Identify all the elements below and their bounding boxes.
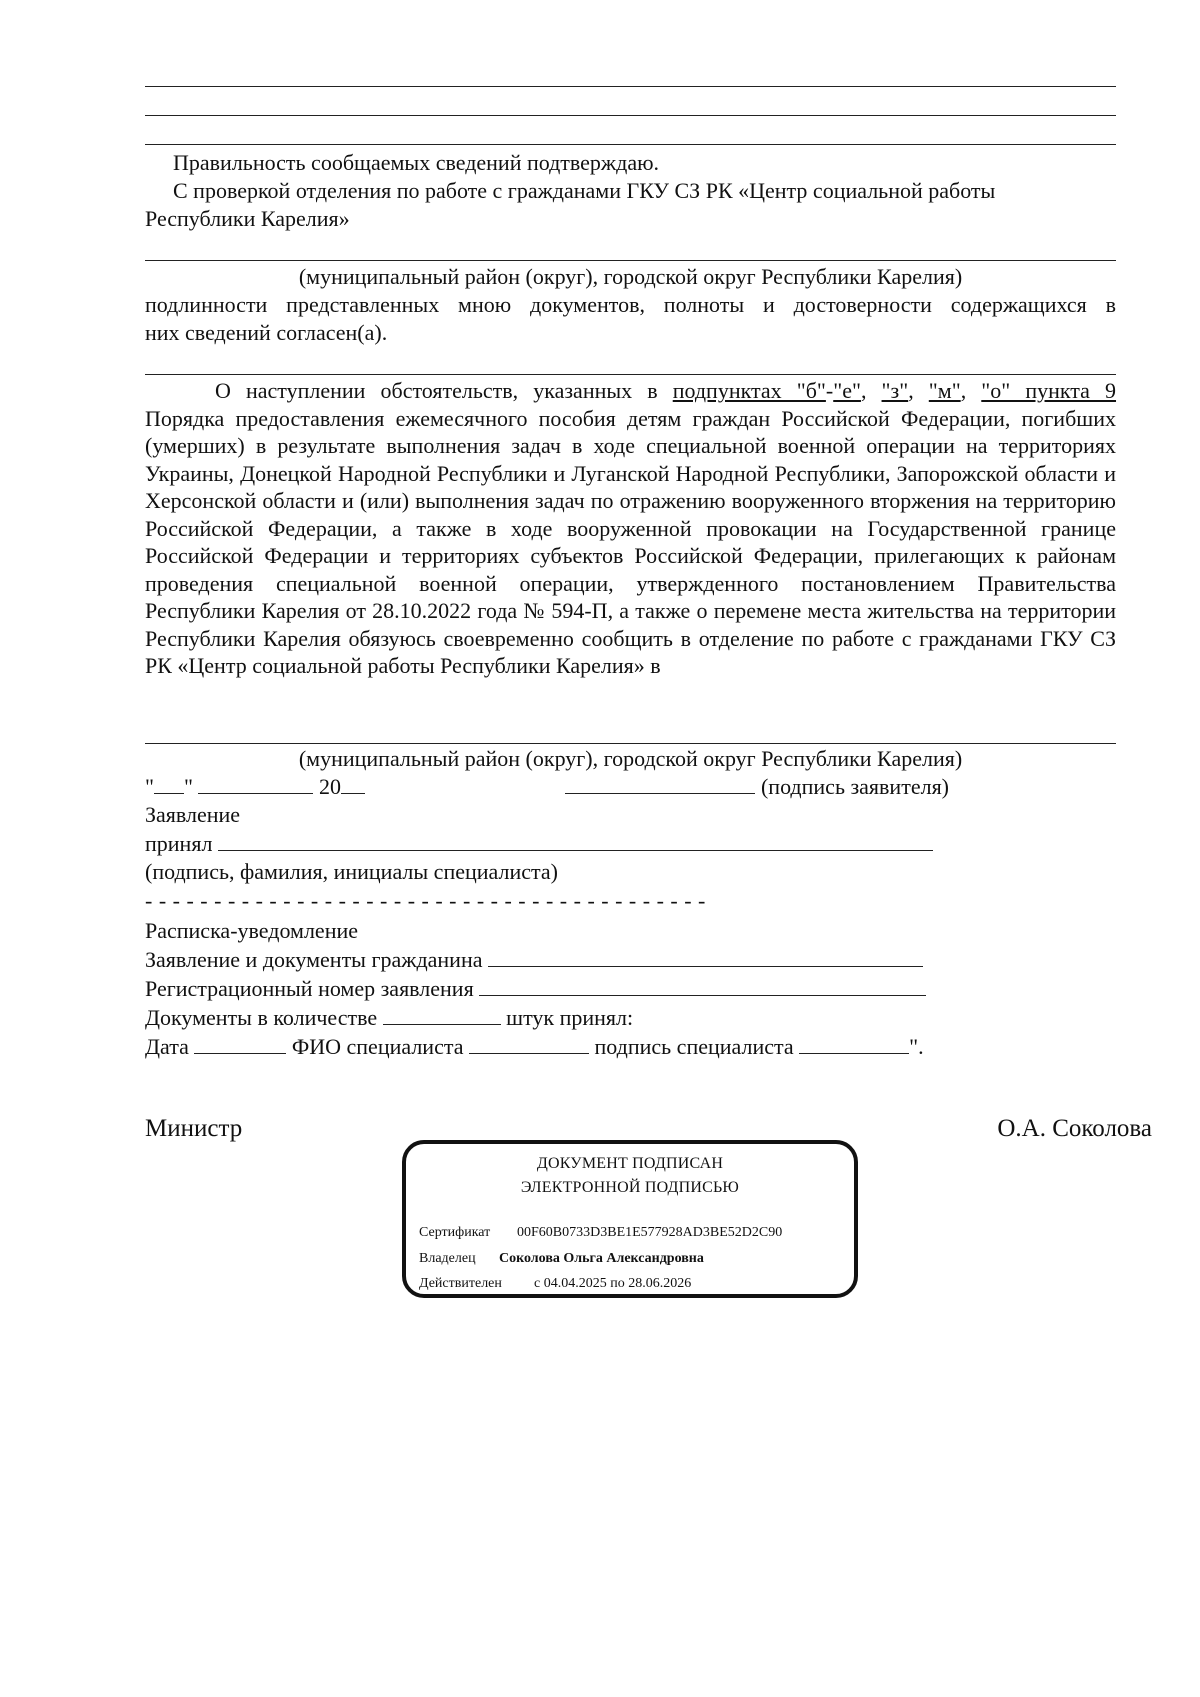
receipt-title: Расписка-уведомление <box>145 918 359 943</box>
receipt-reg-label: Регистрационный номер заявления <box>145 976 474 1001</box>
stamp-valid-value: с 04.04.2025 по 28.06.2026 <box>534 1276 692 1291</box>
district-caption-2: (муниципальный район (округ), городской округ Республики Карелия) <box>298 746 963 771</box>
receipt-count-label: Документы в количестве <box>145 1005 378 1030</box>
receipt-sign-label: подпись специалиста <box>594 1034 794 1059</box>
stamp-cert-value: 00F60B0733D3BE1E577928AD3BE52D2C90 <box>517 1225 783 1240</box>
stamp-valid-row <box>419 1275 691 1293</box>
receipt-fio-field[interactable] <box>469 1033 589 1054</box>
consent-line-1: подлинности представленных мною документов, полноты и достоверности содержащихся в <box>145 292 1116 317</box>
confirm-line-2: С проверкой отделения по работе с гражданами ГКУ СЗ РК «Центр социальной работы <box>173 178 996 203</box>
receipt-reg-field[interactable] <box>479 975 926 996</box>
accepted-line <box>145 830 1116 858</box>
stamp-title-1: ДОКУМЕНТ ПОДПИСАН <box>536 1155 724 1172</box>
stamp-cert-row <box>419 1224 782 1242</box>
cut-line: - - - - - - - - - - - - - - - - - - - - - - - - - - - - - - - - - - - - - - - - - <box>145 888 706 913</box>
accepted-label-2: принял <box>145 831 213 856</box>
notice-body: Порядка предоставления ежемесячного пособия детям граждан Российской Федерации, погибших (умерших) в результате выполнения задач в ходе специальной военной операции на территориях Украины, Донецкой Народной Республики и Луганской Народной Республики, Запорожской области и Херсонской области и (или) выполнения задач по отражению вооруженного вторжения на территорию Российской Федерации, а также в ходе вооруженной провокации на Государственной границе Российской Федерации и территориях субъектов Российской Федерации, прилегающих к районам проведения специальной военной операции, утвержденного постановлением Правительства Республики Карелия от 28.10.2022 года № 594-П, а также о перемене места жительства на территории Республики Карелия обязуюсь своевременно сообщить в отделение по работе с гражданами ГКУ СЗ РК «Центр социальной работы Республики Карелия» в <box>145 405 1116 678</box>
receipt-date-field[interactable] <box>194 1033 286 1054</box>
accepted-label-1: Заявление <box>145 802 241 827</box>
link-o[interactable]: "о" пункта 9 <box>981 378 1117 403</box>
accepted-caption: (подпись, фамилия, инициалы специалиста) <box>145 859 558 884</box>
notice-sep: , <box>960 378 982 403</box>
confirm-line-1: Правильность сообщаемых сведений подтверждаю. <box>173 150 660 175</box>
link-m[interactable]: "м" <box>928 378 961 403</box>
receipt-reg-line <box>145 975 1116 1003</box>
receipt-fio-label: ФИО специалиста <box>291 1034 464 1059</box>
notice-sep: , <box>860 378 882 403</box>
receipt-end: ". <box>909 1034 924 1059</box>
month-field[interactable] <box>198 773 313 794</box>
link-e[interactable]: "е" <box>833 378 861 403</box>
receipt-docs-field[interactable] <box>488 946 923 967</box>
stamp-valid-label: Действителен <box>419 1276 502 1291</box>
district-blank-line-2 <box>145 743 1116 744</box>
signer-position: Министр <box>145 1115 243 1142</box>
blank-line-1 <box>145 86 1116 87</box>
signer-name: О.А. Соколова <box>997 1115 1152 1142</box>
link-z[interactable]: "з" <box>881 378 909 403</box>
blank-line-4 <box>145 374 1116 375</box>
notice-dash: - <box>825 378 834 403</box>
quote-close: " <box>183 774 193 799</box>
link-subitems[interactable]: подпунктах "б" <box>672 378 826 403</box>
receipt-date-line <box>145 1033 1116 1061</box>
year-field[interactable] <box>341 773 365 794</box>
receipt-docs-line <box>145 946 1116 974</box>
receipt-count-line <box>145 1004 1116 1032</box>
notice-sep: , <box>908 378 929 403</box>
year-prefix: 20 <box>318 774 341 799</box>
consent-line-2: них сведений согласен(а). <box>145 320 388 345</box>
blank-line-3 <box>145 144 1116 145</box>
receipt-count-field[interactable] <box>383 1004 501 1025</box>
blank-line-2 <box>145 115 1116 116</box>
specialist-field[interactable] <box>218 830 933 851</box>
stamp-owner-label: Владелец <box>419 1251 476 1266</box>
stamp-owner-row <box>419 1250 704 1268</box>
applicant-signature-caption: (подпись заявителя) <box>760 774 950 799</box>
quote-open: " <box>145 774 154 799</box>
receipt-sign-field[interactable] <box>799 1033 909 1054</box>
applicant-signature-field[interactable] <box>565 773 755 794</box>
confirm-line-3: Республики Карелия» <box>145 206 350 231</box>
stamp-cert-label: Сертификат <box>419 1225 491 1240</box>
stamp-owner-value: Соколова Ольга Александровна <box>499 1251 704 1266</box>
notice-paragraph <box>145 377 1116 680</box>
district-caption-1: (муниципальный район (округ), городской округ Республики Карелия) <box>298 264 963 289</box>
receipt-date-label: Дата <box>145 1034 189 1059</box>
receipt-count-suffix: штук принял: <box>506 1005 634 1030</box>
stamp-title-2: ЭЛЕКТРОННОЙ ПОДПИСЬЮ <box>520 1179 740 1196</box>
district-blank-line-1 <box>145 260 1116 261</box>
electronic-signature-stamp <box>402 1140 858 1298</box>
notice-intro: О наступлении обстоятельств, указанных в <box>215 378 673 403</box>
receipt-docs-label: Заявление и документы гражданина <box>145 947 483 972</box>
day-field[interactable] <box>154 773 184 794</box>
date-signature-line <box>145 773 1116 801</box>
notice-first-line <box>145 377 1116 405</box>
